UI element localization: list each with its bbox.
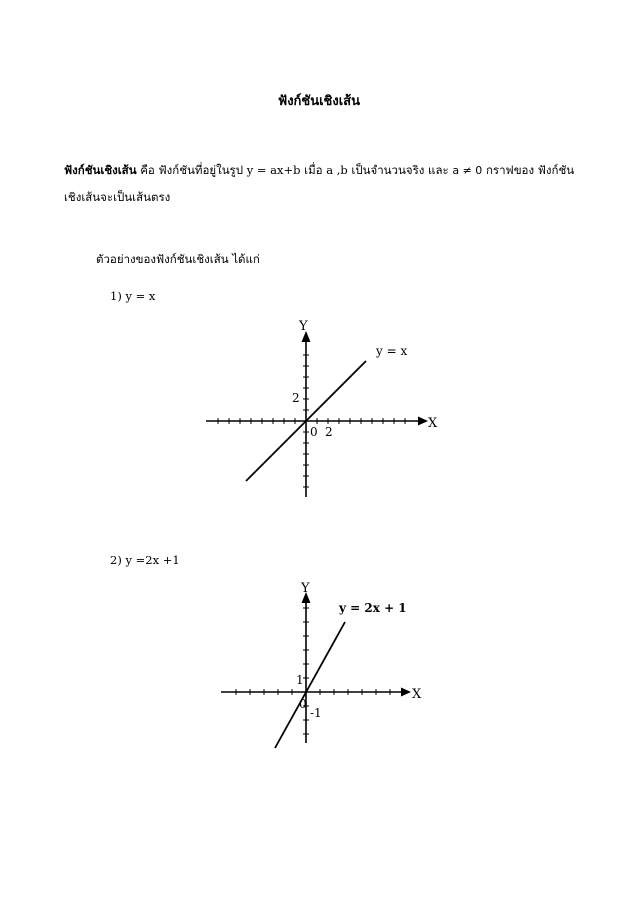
x-axis-arrow	[418, 417, 428, 426]
definition-paragraph	[64, 157, 584, 210]
example-1-label: 1) y = x	[110, 289, 156, 303]
x-axis-label: X	[428, 416, 438, 431]
y-tick-label: 2	[292, 391, 300, 405]
condition-formula: a ≠ 0	[452, 164, 483, 177]
y-intercept-label: 1	[296, 673, 304, 687]
definition-text-1: คือ ฟังก์ชันที่อยู่ในรูป y = ax+b เมื่อ a ,b เป็นจำนวนจริง และ	[136, 163, 453, 177]
y-axis-label: Y	[301, 581, 310, 596]
graph-y-equals-x	[200, 315, 450, 505]
origin-label: 0	[310, 425, 318, 439]
x-axis-arrow	[401, 688, 411, 697]
line-label: y = 2x + 1	[339, 601, 407, 615]
x-tick-label: 2	[325, 425, 333, 439]
origin-label: 0	[299, 697, 307, 711]
examples-intro: ตัวอย่างของฟังก์ชันเชิงเส้น ได้แก่	[96, 252, 260, 266]
y-axis-label: Y	[299, 319, 308, 334]
definition-term: ฟังก์ชันเชิงเส้น	[64, 163, 137, 177]
neg-one-label: -1	[310, 706, 322, 720]
x-axis-label: X	[412, 687, 422, 702]
line-label: y = x	[376, 344, 408, 358]
definition-text-2: กราฟของ ฟังก์ชันเชิงเส้นจะเป็นเส้นตรง	[64, 163, 575, 204]
graph-y-equals-2x-plus-1	[215, 578, 430, 748]
page-title: ฟังก์ชันเชิงเส้น	[277, 94, 360, 109]
line-y-equals-2x-plus-1	[275, 622, 345, 748]
example-2-label: 2) y =2x +1	[110, 553, 180, 567]
